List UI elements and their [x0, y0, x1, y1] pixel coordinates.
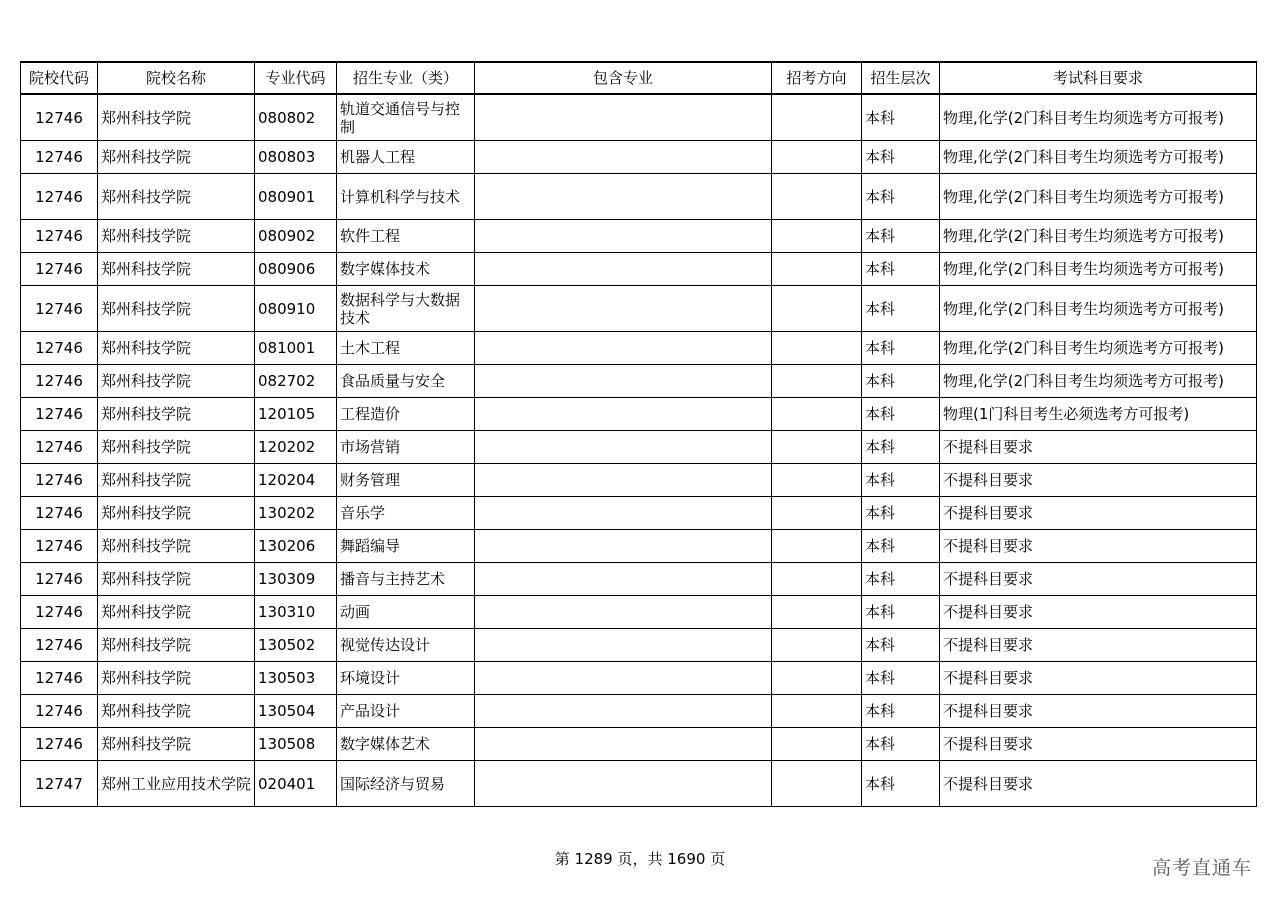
- cell-level: 本科: [862, 398, 940, 431]
- cell-direction: [772, 141, 862, 174]
- cell-direction: [772, 332, 862, 365]
- cell-includes: [475, 220, 772, 253]
- table-row: [21, 728, 1257, 761]
- cell-major: 软件工程: [337, 220, 475, 253]
- cell-includes: [475, 286, 772, 332]
- header-row: [21, 62, 1257, 94]
- cell-includes: [475, 530, 772, 563]
- cell-major: 食品质量与安全: [337, 365, 475, 398]
- table-body: [21, 94, 1257, 807]
- cell-major: 工程造价: [337, 398, 475, 431]
- cell-major-code: 080803: [255, 141, 337, 174]
- table-row: [21, 141, 1257, 174]
- cell-major-code: 120204: [255, 464, 337, 497]
- cell-major: 数字媒体技术: [337, 253, 475, 286]
- cell-level: 本科: [862, 253, 940, 286]
- cell-direction: [772, 398, 862, 431]
- cell-includes: [475, 761, 772, 807]
- header-requirement: 考试科目要求: [940, 62, 1257, 94]
- cell-school-name: 郑州科技学院: [98, 220, 255, 253]
- cell-major-code: 130202: [255, 497, 337, 530]
- cell-school-name: 郑州科技学院: [98, 695, 255, 728]
- cell-level: 本科: [862, 332, 940, 365]
- cell-includes: [475, 662, 772, 695]
- cell-requirement: 物理,化学(2门科目考生均须选考方可报考): [940, 286, 1257, 332]
- cell-school-name: 郑州科技学院: [98, 253, 255, 286]
- cell-includes: [475, 141, 772, 174]
- cell-includes: [475, 629, 772, 662]
- cell-direction: [772, 728, 862, 761]
- cell-major: 国际经济与贸易: [337, 761, 475, 807]
- page-number: 第 1289 页，共 1690 页: [554, 850, 726, 868]
- cell-school-code: 12746: [21, 286, 98, 332]
- cell-level: 本科: [862, 596, 940, 629]
- header-direction: 招考方向: [772, 62, 862, 94]
- cell-direction: [772, 365, 862, 398]
- cell-major-code: 082702: [255, 365, 337, 398]
- cell-level: 本科: [862, 431, 940, 464]
- cell-level: 本科: [862, 365, 940, 398]
- header-school-name: 院校名称: [98, 62, 255, 94]
- cell-includes: [475, 695, 772, 728]
- cell-major-code: 120202: [255, 431, 337, 464]
- cell-major: 数据科学与大数据技术: [337, 286, 475, 332]
- cell-school-name: 郑州科技学院: [98, 365, 255, 398]
- cell-requirement: 物理,化学(2门科目考生均须选考方可报考): [940, 141, 1257, 174]
- header-school-code: 院校代码: [21, 62, 98, 94]
- table-row: [21, 662, 1257, 695]
- cell-includes: [475, 398, 772, 431]
- cell-school-name: 郑州科技学院: [98, 563, 255, 596]
- cell-requirement: 不提科目要求: [940, 464, 1257, 497]
- cell-school-code: 12746: [21, 695, 98, 728]
- cell-requirement: 物理,化学(2门科目考生均须选考方可报考): [940, 365, 1257, 398]
- cell-school-code: 12746: [21, 596, 98, 629]
- cell-school-code: 12746: [21, 174, 98, 220]
- cell-direction: [772, 497, 862, 530]
- cell-major: 轨道交通信号与控制: [337, 94, 475, 141]
- cell-requirement: 不提科目要求: [940, 662, 1257, 695]
- cell-school-code: 12746: [21, 530, 98, 563]
- cell-includes: [475, 596, 772, 629]
- cell-includes: [475, 253, 772, 286]
- cell-school-name: 郑州科技学院: [98, 174, 255, 220]
- cell-direction: [772, 530, 862, 563]
- table-row: [21, 497, 1257, 530]
- table-row: [21, 629, 1257, 662]
- watermark: 高考直通车: [1151, 857, 1252, 879]
- table-row: [21, 286, 1257, 332]
- cell-major-code: 080902: [255, 220, 337, 253]
- cell-school-code: 12746: [21, 220, 98, 253]
- cell-major-code: 080901: [255, 174, 337, 220]
- cell-major-code: 130504: [255, 695, 337, 728]
- cell-school-name: 郑州科技学院: [98, 662, 255, 695]
- cell-school-code: 12746: [21, 728, 98, 761]
- table-row: [21, 761, 1257, 807]
- cell-school-code: 12746: [21, 141, 98, 174]
- table-row: [21, 220, 1257, 253]
- table-row: [21, 464, 1257, 497]
- cell-school-code: 12746: [21, 464, 98, 497]
- cell-requirement: 物理,化学(2门科目考生均须选考方可报考): [940, 220, 1257, 253]
- cell-major: 视觉传达设计: [337, 629, 475, 662]
- cell-school-code: 12746: [21, 332, 98, 365]
- cell-school-code: 12746: [21, 563, 98, 596]
- cell-major: 数字媒体艺术: [337, 728, 475, 761]
- cell-direction: [772, 563, 862, 596]
- cell-level: 本科: [862, 695, 940, 728]
- table-row: [21, 398, 1257, 431]
- cell-level: 本科: [862, 497, 940, 530]
- cell-includes: [475, 94, 772, 141]
- cell-major-code: 080910: [255, 286, 337, 332]
- cell-requirement: 不提科目要求: [940, 497, 1257, 530]
- cell-requirement: 物理,化学(2门科目考生均须选考方可报考): [940, 94, 1257, 141]
- cell-direction: [772, 662, 862, 695]
- cell-requirement: 不提科目要求: [940, 761, 1257, 807]
- table-row: [21, 530, 1257, 563]
- cell-school-code: 12746: [21, 398, 98, 431]
- cell-major: 产品设计: [337, 695, 475, 728]
- cell-major: 市场营销: [337, 431, 475, 464]
- cell-school-code: 12746: [21, 662, 98, 695]
- cell-school-code: 12746: [21, 431, 98, 464]
- cell-major: 计算机科学与技术: [337, 174, 475, 220]
- cell-requirement: 不提科目要求: [940, 431, 1257, 464]
- header-level: 招生层次: [862, 62, 940, 94]
- cell-direction: [772, 596, 862, 629]
- table-row: [21, 174, 1257, 220]
- cell-school-name: 郑州科技学院: [98, 332, 255, 365]
- cell-school-name: 郑州工业应用技术学院: [98, 761, 255, 807]
- cell-includes: [475, 497, 772, 530]
- cell-level: 本科: [862, 662, 940, 695]
- cell-includes: [475, 332, 772, 365]
- table-row: [21, 563, 1257, 596]
- cell-school-name: 郑州科技学院: [98, 629, 255, 662]
- header-major-code: 专业代码: [255, 62, 337, 94]
- table-row: [21, 596, 1257, 629]
- header-includes: 包含专业: [475, 62, 772, 94]
- cell-includes: [475, 365, 772, 398]
- cell-requirement: 不提科目要求: [940, 530, 1257, 563]
- cell-direction: [772, 253, 862, 286]
- cell-direction: [772, 94, 862, 141]
- cell-school-name: 郑州科技学院: [98, 94, 255, 141]
- cell-includes: [475, 431, 772, 464]
- cell-level: 本科: [862, 728, 940, 761]
- header-major: 招生专业（类）: [337, 62, 475, 94]
- table-row: [21, 332, 1257, 365]
- cell-direction: [772, 174, 862, 220]
- cell-major-code: 130503: [255, 662, 337, 695]
- cell-includes: [475, 464, 772, 497]
- table-row: [21, 365, 1257, 398]
- cell-school-code: 12746: [21, 365, 98, 398]
- cell-major-code: 130309: [255, 563, 337, 596]
- cell-school-name: 郑州科技学院: [98, 596, 255, 629]
- cell-major-code: 130508: [255, 728, 337, 761]
- cell-major-code: 130206: [255, 530, 337, 563]
- cell-major: 舞蹈编导: [337, 530, 475, 563]
- cell-direction: [772, 629, 862, 662]
- table-row: [21, 695, 1257, 728]
- cell-includes: [475, 728, 772, 761]
- cell-school-code: 12746: [21, 253, 98, 286]
- cell-includes: [475, 174, 772, 220]
- cell-level: 本科: [862, 94, 940, 141]
- cell-direction: [772, 695, 862, 728]
- cell-direction: [772, 431, 862, 464]
- cell-requirement: 不提科目要求: [940, 629, 1257, 662]
- cell-major-code: 020401: [255, 761, 337, 807]
- cell-requirement: 物理,化学(2门科目考生均须选考方可报考): [940, 174, 1257, 220]
- cell-direction: [772, 761, 862, 807]
- cell-major-code: 080906: [255, 253, 337, 286]
- cell-major: 土木工程: [337, 332, 475, 365]
- cell-direction: [772, 286, 862, 332]
- cell-requirement: 不提科目要求: [940, 563, 1257, 596]
- cell-major: 动画: [337, 596, 475, 629]
- cell-requirement: 物理,化学(2门科目考生均须选考方可报考): [940, 253, 1257, 286]
- cell-level: 本科: [862, 530, 940, 563]
- cell-school-code: 12747: [21, 761, 98, 807]
- cell-major-code: 080802: [255, 94, 337, 141]
- cell-school-name: 郑州科技学院: [98, 141, 255, 174]
- table-row: [21, 431, 1257, 464]
- table-row: [21, 94, 1257, 141]
- cell-includes: [475, 563, 772, 596]
- table-row: [21, 253, 1257, 286]
- cell-requirement: 不提科目要求: [940, 728, 1257, 761]
- cell-major: 环境设计: [337, 662, 475, 695]
- cell-major-code: 081001: [255, 332, 337, 365]
- cell-level: 本科: [862, 174, 940, 220]
- cell-level: 本科: [862, 563, 940, 596]
- cell-level: 本科: [862, 761, 940, 807]
- cell-direction: [772, 220, 862, 253]
- cell-level: 本科: [862, 464, 940, 497]
- cell-requirement: 物理,化学(2门科目考生均须选考方可报考): [940, 332, 1257, 365]
- cell-major-code: 120105: [255, 398, 337, 431]
- cell-school-name: 郑州科技学院: [98, 398, 255, 431]
- cell-major: 播音与主持艺术: [337, 563, 475, 596]
- cell-school-name: 郑州科技学院: [98, 497, 255, 530]
- cell-major-code: 130310: [255, 596, 337, 629]
- cell-major: 音乐学: [337, 497, 475, 530]
- admission-table: [20, 61, 1257, 807]
- cell-requirement: 不提科目要求: [940, 596, 1257, 629]
- cell-school-name: 郑州科技学院: [98, 431, 255, 464]
- cell-level: 本科: [862, 220, 940, 253]
- cell-school-name: 郑州科技学院: [98, 530, 255, 563]
- cell-school-name: 郑州科技学院: [98, 464, 255, 497]
- cell-major: 财务管理: [337, 464, 475, 497]
- cell-school-code: 12746: [21, 94, 98, 141]
- cell-direction: [772, 464, 862, 497]
- cell-school-name: 郑州科技学院: [98, 728, 255, 761]
- cell-level: 本科: [862, 629, 940, 662]
- cell-school-code: 12746: [21, 497, 98, 530]
- cell-major: 机器人工程: [337, 141, 475, 174]
- cell-school-name: 郑州科技学院: [98, 286, 255, 332]
- cell-requirement: 物理(1门科目考生必须选考方可报考): [940, 398, 1257, 431]
- cell-school-code: 12746: [21, 629, 98, 662]
- cell-level: 本科: [862, 286, 940, 332]
- cell-level: 本科: [862, 141, 940, 174]
- cell-major-code: 130502: [255, 629, 337, 662]
- cell-requirement: 不提科目要求: [940, 695, 1257, 728]
